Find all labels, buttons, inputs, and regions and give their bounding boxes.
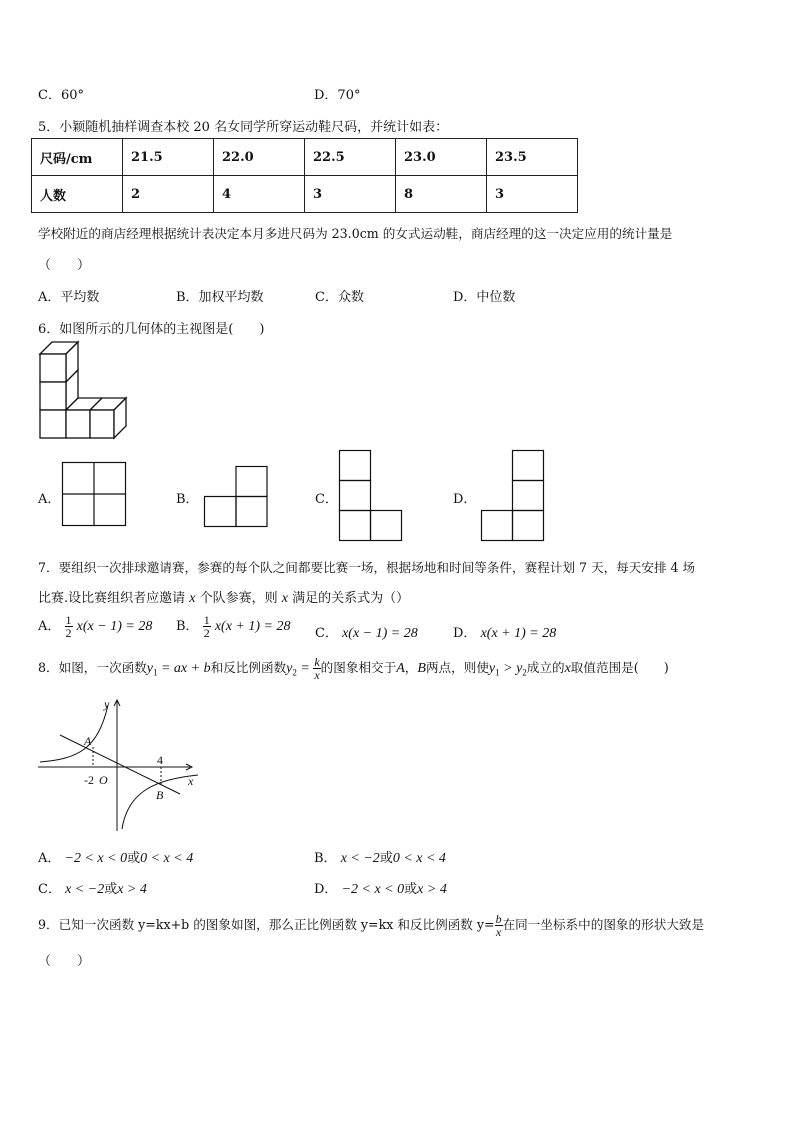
q5-text: 学校附近的商店经理根据统计表决定本月多进尺码为 23.0cm 的女式运动鞋，商店经理的这一决定应用的统计量是 xyxy=(38,226,673,241)
cube-front-face xyxy=(40,382,66,410)
fraction-k-over-x xyxy=(313,656,320,681)
q7-line2-post: 个队参赛，则 xyxy=(199,591,278,606)
square xyxy=(205,497,237,527)
q6-option-d-figure xyxy=(481,450,545,542)
cube-front-face xyxy=(66,410,90,438)
subscript: 1 xyxy=(152,667,158,678)
var-x: x xyxy=(564,661,571,676)
square xyxy=(513,451,544,481)
expression: x(x + 1) = 28 xyxy=(214,619,291,634)
denominator: x xyxy=(314,668,320,682)
variable-x: x xyxy=(189,591,196,606)
cube-front-face xyxy=(40,354,66,382)
point-A-label: A xyxy=(84,734,92,748)
range-1: −2 < x < 0 xyxy=(341,882,405,897)
subscript: 2 xyxy=(292,667,297,678)
square xyxy=(340,511,371,541)
numerator: 1 xyxy=(203,613,210,627)
option-label: C． xyxy=(38,882,61,897)
square xyxy=(482,511,513,541)
table-cell: 22.5 xyxy=(305,139,396,176)
q7-option-b xyxy=(176,614,291,639)
square xyxy=(236,467,267,497)
q9-post: 在同一坐标系中的图象的形状大致是 xyxy=(502,917,705,932)
q8-mid2: 的图象相交于 xyxy=(320,660,397,675)
greater-than: > y xyxy=(499,661,523,676)
or-text: 或 xyxy=(379,851,393,866)
expr-linear: = ax + b xyxy=(157,661,211,676)
option-label: A． xyxy=(38,851,61,866)
solid-figure xyxy=(36,340,131,440)
q9-pre: 9．已知一次函数 y=kx+b 的图象如图，那么正比例函数 y=kx 和反比例函数 y= xyxy=(38,917,495,932)
q6-option-c-label: C． xyxy=(315,492,338,507)
range-1: −2 < x < 0 xyxy=(64,851,128,866)
var-y: y xyxy=(146,661,153,676)
comma: ， xyxy=(404,660,418,675)
q8-mid1: 和反比例函数 xyxy=(210,660,287,675)
denominator: x xyxy=(495,925,502,939)
origin-label: O xyxy=(99,773,108,787)
fraction-b-over-x xyxy=(495,913,503,938)
square xyxy=(236,497,267,527)
q6-option-d-label: D． xyxy=(453,492,477,507)
numerator: 1 xyxy=(65,613,72,627)
q7-option-d xyxy=(453,622,556,642)
point-B: B xyxy=(417,661,426,676)
option-label: D． xyxy=(314,882,338,897)
q8-option-d xyxy=(314,878,447,898)
or-text: 或 xyxy=(104,882,118,897)
square xyxy=(340,451,371,481)
q8-stem xyxy=(38,656,669,681)
tick-neg2: -2 xyxy=(84,773,94,787)
q9-stem xyxy=(38,913,704,938)
table-header-count: 人数 xyxy=(32,176,123,213)
q7-option-a xyxy=(38,614,152,639)
q8-option-c xyxy=(38,878,147,898)
shoe-size-table xyxy=(31,138,578,213)
variable-x: x xyxy=(281,591,289,606)
var-y: y xyxy=(286,661,293,676)
option-label: B． xyxy=(176,619,199,634)
q7-line2-end: 满足的关系式为（） xyxy=(292,591,410,606)
table-row xyxy=(32,176,578,213)
q5-option-c: C．众数 xyxy=(315,290,364,305)
x-axis-label: x xyxy=(188,774,194,788)
table-cell: 3 xyxy=(305,176,396,213)
q6-option-b-figure xyxy=(204,466,268,528)
expression: x(x − 1) = 28 xyxy=(76,619,153,634)
table-cell: 4 xyxy=(214,176,305,213)
numerator: b xyxy=(495,912,502,926)
y-axis-label: y xyxy=(104,697,110,711)
table-cell: 8 xyxy=(396,176,487,213)
tick-4: 4 xyxy=(157,753,163,767)
q8-tail: 取值范围是( ) xyxy=(570,660,669,675)
q6-stem: 6．如图所示的几何体的主视图是( ) xyxy=(38,322,265,337)
option-label: A． xyxy=(38,619,61,634)
range-1: x < −2 xyxy=(340,851,380,866)
option-label: C． xyxy=(315,626,338,641)
expression: x(x + 1) = 28 xyxy=(480,626,557,641)
range-1: x < −2 xyxy=(65,882,105,897)
equals: = xyxy=(296,661,314,676)
or-text: 或 xyxy=(404,882,418,897)
q6-option-a-label: A． xyxy=(38,492,61,507)
range-2: 0 < x < 4 xyxy=(140,851,194,866)
q8-option-b xyxy=(314,847,446,867)
denominator: 2 xyxy=(65,626,72,640)
option-label: B． xyxy=(314,851,337,866)
range-2: x > 4 xyxy=(117,882,147,897)
q7-line1: 7．要组织一次排球邀请赛，参赛的每个队之间都要比赛一场，根据场地和时间等条件，赛程计划 7 天，每天安排 4 场 xyxy=(38,560,696,575)
q4-option-c: C．60° xyxy=(38,88,84,103)
q5-option-b: B．加权平均数 xyxy=(176,290,264,305)
q5-stem: 5．小颖随机抽样调查本校 20 名女同学所穿运动鞋尺码，并统计如表： xyxy=(38,120,449,135)
or-text: 或 xyxy=(127,851,141,866)
table-row xyxy=(32,139,578,176)
q5-option-a: A．平均数 xyxy=(38,290,100,305)
square xyxy=(371,511,402,541)
point-A: A xyxy=(396,661,405,676)
q8-option-a xyxy=(38,847,193,867)
q6-option-a-figure xyxy=(62,462,126,526)
subscript: 2 xyxy=(522,667,527,678)
range-2: 0 < x < 4 xyxy=(392,851,446,866)
q7-option-c xyxy=(315,622,418,642)
q8-pre: 8．如图，一次函数 xyxy=(38,660,147,675)
denominator: 2 xyxy=(203,626,210,640)
q6-option-b-label: B． xyxy=(176,492,199,507)
q8-mid3: 两点，则使 xyxy=(425,660,489,675)
table-cell: 3 xyxy=(487,176,578,213)
point-B-label: B xyxy=(156,788,164,802)
q8-graph xyxy=(38,695,203,835)
q8-mid4: 成立的 xyxy=(526,660,565,675)
table-cell: 22.0 xyxy=(214,139,305,176)
var-y: y xyxy=(488,661,496,676)
hyperbola-branch-right xyxy=(122,775,198,829)
fraction-half xyxy=(203,614,211,639)
q9-paren: （ ） xyxy=(38,954,91,969)
numerator: k xyxy=(314,655,320,669)
q6-option-c-figure xyxy=(339,450,403,542)
q5-option-d: D．中位数 xyxy=(453,290,516,305)
table-cell: 23.0 xyxy=(396,139,487,176)
square xyxy=(513,481,544,511)
q5-paren: （ ） xyxy=(38,258,91,273)
range-2: x > 4 xyxy=(417,882,447,897)
cube-front-face xyxy=(40,410,66,438)
q4-option-d: D．70° xyxy=(314,88,361,103)
expression: x(x − 1) = 28 xyxy=(342,626,418,641)
square xyxy=(513,511,544,541)
cube-front-face xyxy=(90,410,114,438)
table-cell: 2 xyxy=(123,176,214,213)
square xyxy=(340,481,371,511)
fraction-half xyxy=(65,614,73,639)
table-cell: 21.5 xyxy=(123,139,214,176)
subscript: 1 xyxy=(495,667,500,678)
q7-line2 xyxy=(38,587,409,607)
table-cell: 23.5 xyxy=(487,139,578,176)
table-header-size: 尺码/cm xyxy=(32,139,123,176)
option-label: D． xyxy=(453,626,477,641)
q7-line2-pre: 比赛.设比赛组织者应邀请 xyxy=(38,591,186,606)
